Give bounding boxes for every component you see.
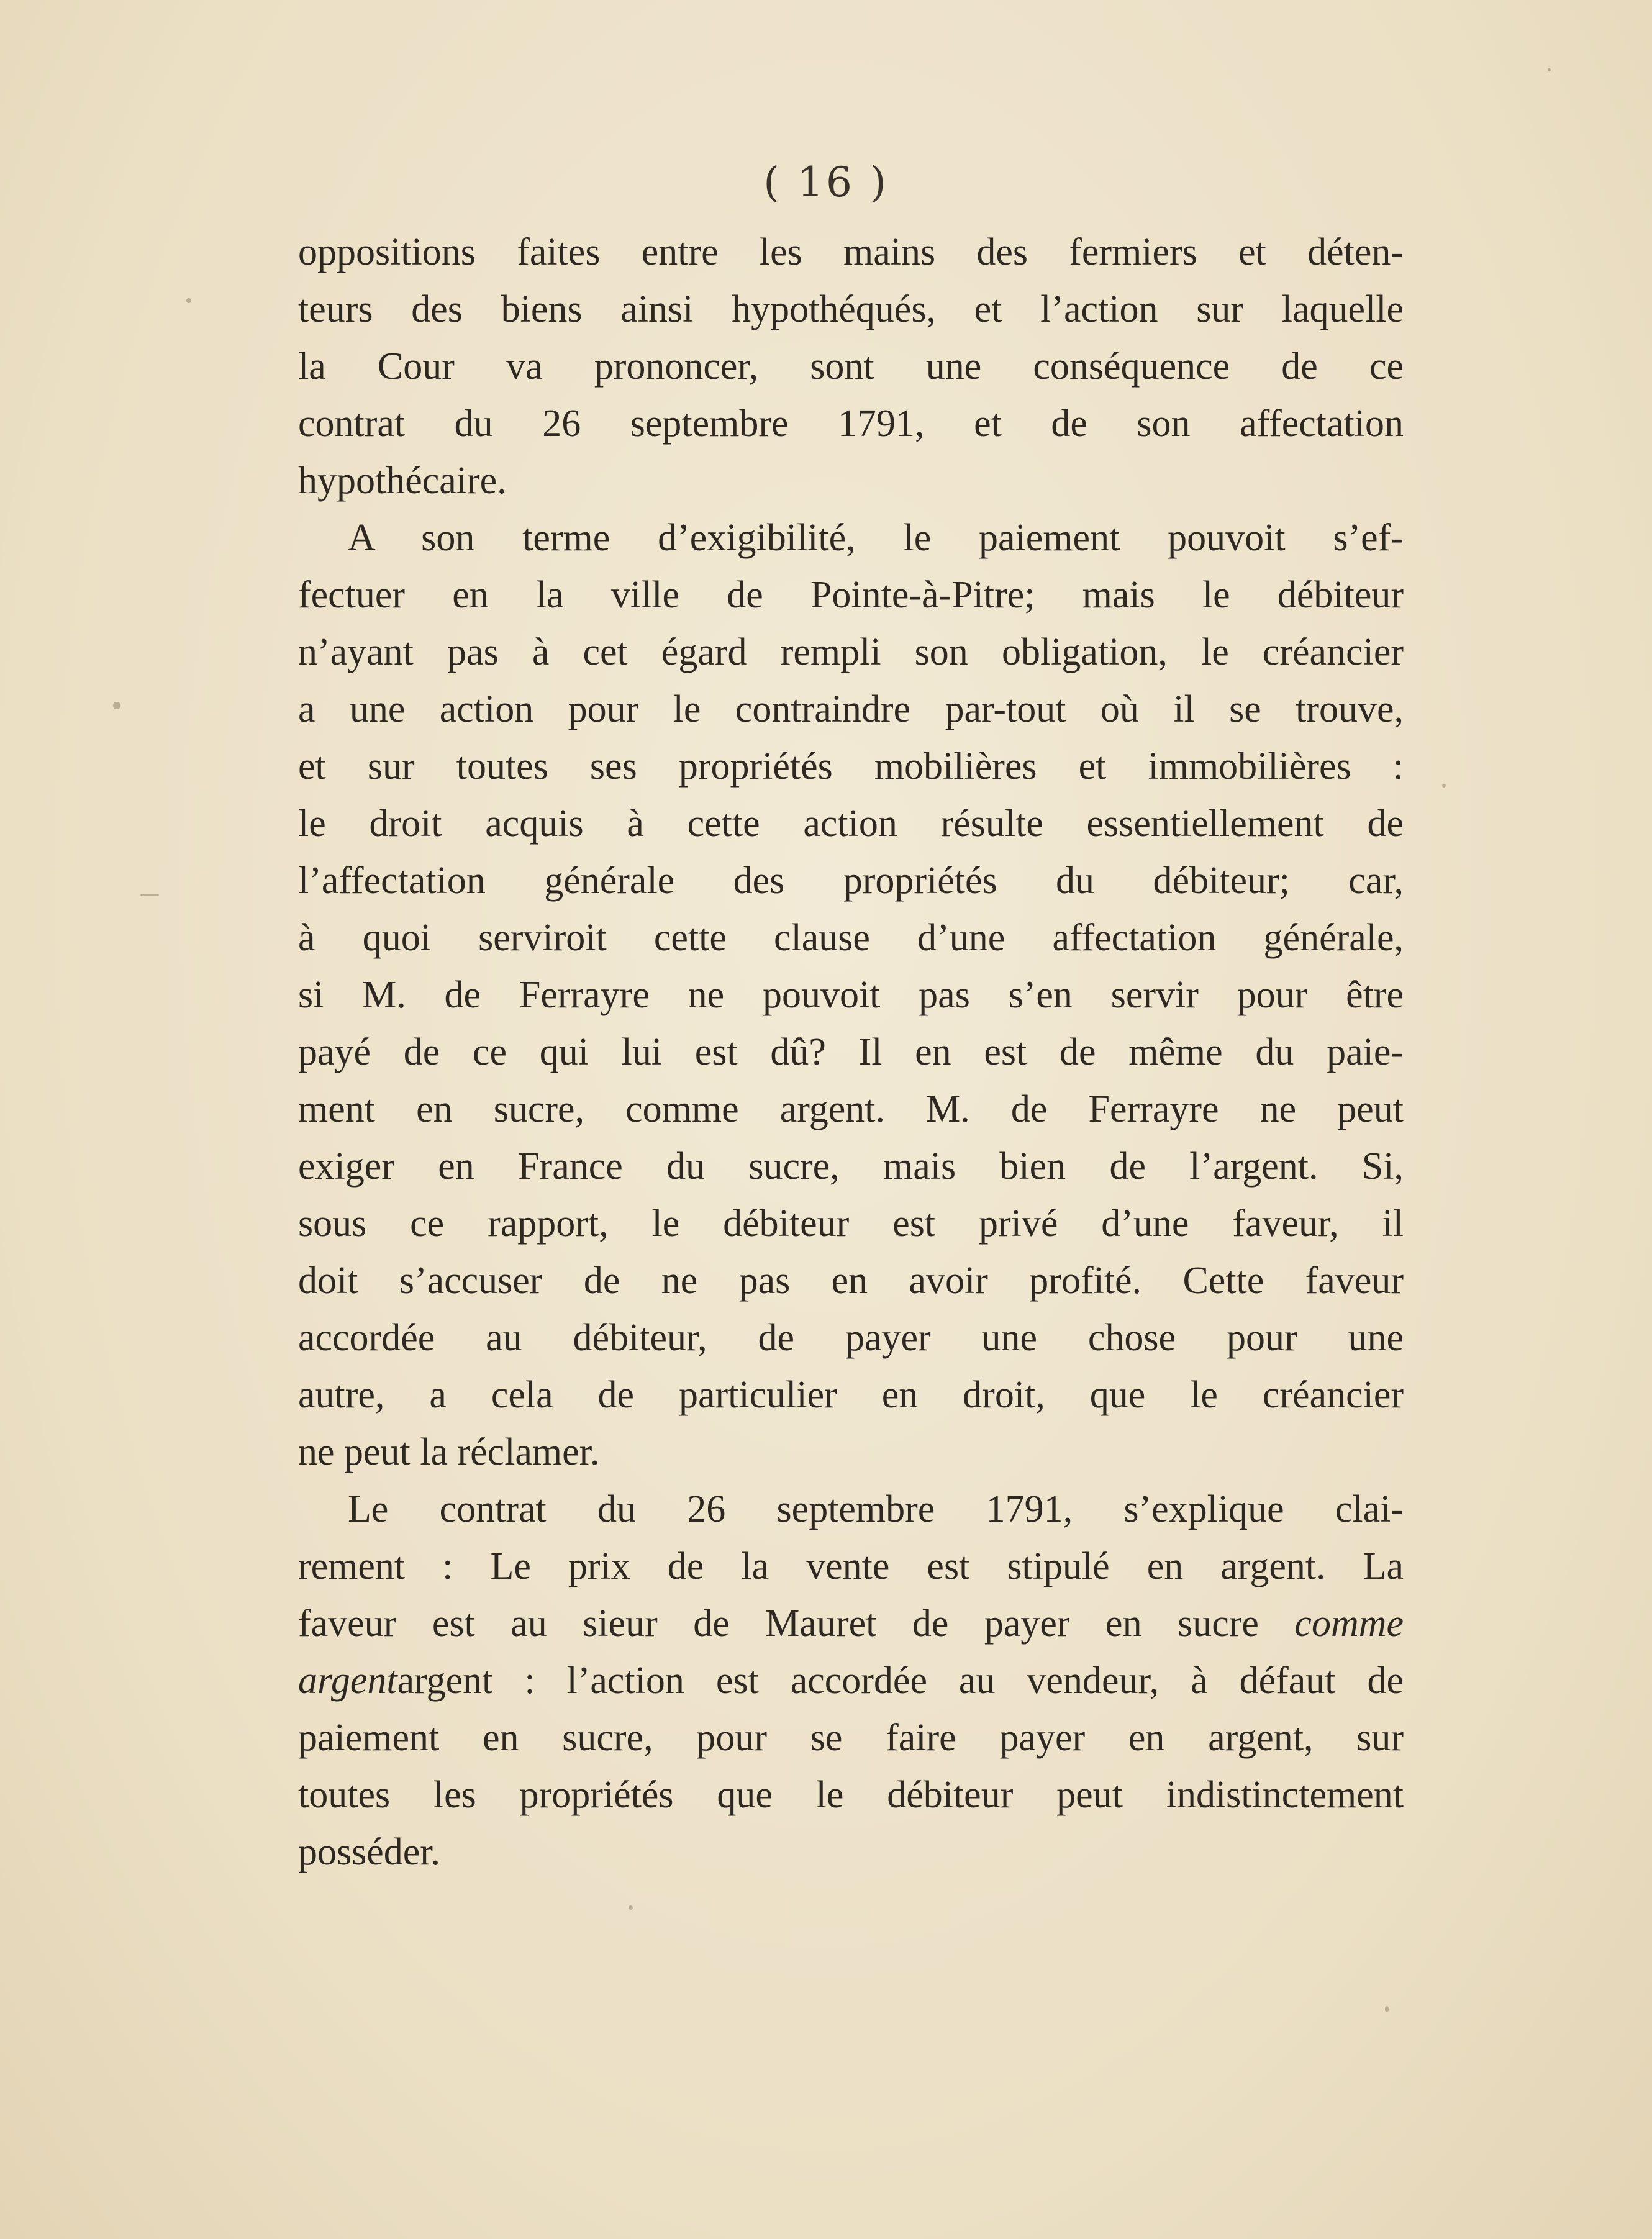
text-line: posséder. [298,1831,441,1873]
text-line: doit s’accuser de ne pas en avoir profité. Cette faveur [298,1260,1404,1302]
text-line: fectuer en la ville de Pointe-à-Pitre; mais le débiteur [298,574,1404,616]
text-line: hypothécaire. [298,460,507,502]
text-fragment: faveur est au sieur de Mauret de payer en sucre [298,1602,1259,1645]
text-line: exiger en France du sucre, mais bien de l’argent. Si, [298,1145,1404,1188]
text-line: paiement en sucre, pour se faire payer en argent, sur [298,1717,1404,1759]
text-line: teurs des biens ainsi hypothéqués, et l’action sur laquelle [298,288,1404,330]
text-line: a une action pour le contraindre par-tout où il se trouve, [298,688,1404,730]
text-line: et sur toutes ses propriétés mobilières et immobilières : [298,745,1404,788]
paper-speck [1548,68,1551,71]
text-fragment: argent : l’action est accordée au vendeur, à défaut de [397,1660,1404,1702]
text-line: le droit acquis à cette action résulte essentiellement de [298,802,1404,845]
text-line: Le contrat du 26 septembre 1791, s’explique clai- [348,1488,1404,1530]
text-line: n’ayant pas à cet égard rempli son obligation, le créancier [298,631,1404,673]
text-line: à quoi serviroit cette clause d’une affectation générale, [298,917,1404,959]
paper-speck [1385,2006,1389,2012]
italic-fragment: comme [1294,1602,1404,1645]
paper-speck [1442,784,1446,788]
paragraph-1 [298,224,1404,509]
text-line: sous ce rapport, le débiteur est privé d’une faveur, il [298,1202,1404,1245]
text-line [298,1595,1404,1652]
text-line: la Cour va prononcer, sont une conséquence de ce [298,345,1404,388]
text-line: ment en sucre, comme argent. M. de Ferrayre ne peut [298,1088,1404,1130]
body-text [298,224,1404,1881]
text-line: oppositions faites entre les mains des fermiers et déten- [298,231,1404,273]
text-line: toutes les propriétés que le débiteur peut indistinctement [298,1774,1404,1816]
text-line: A son terme d’exigibilité, le paiement pouvoit s’ef- [348,517,1404,559]
paper-speck [113,702,120,709]
paper-speck [629,1905,633,1910]
text-line: accordée au débiteur, de payer une chose pour une [298,1317,1404,1359]
text-line: ne peut la réclamer. [298,1431,600,1473]
page-number: ( 16 ) [763,158,889,206]
text-line: contrat du 26 septembre 1791, et de son affectation [298,402,1404,445]
paragraph-2 [298,509,1404,1481]
text-line: autre, a cela de particulier en droit, que le créancier [298,1374,1404,1416]
text-line: rement : Le prix de la vente est stipulé en argent. La [298,1545,1404,1587]
text-line: payé de ce qui lui est dû? Il en est de même du paie- [298,1031,1404,1073]
paper-speck [186,298,191,303]
italic-fragment: argent [298,1660,397,1702]
text-line [298,1652,1404,1709]
paragraph-3 [298,1481,1404,1881]
text-line: l’affectation générale des propriétés du débiteur; car, [298,860,1404,902]
paper-speck [140,894,159,896]
text-line: si M. de Ferrayre ne pouvoit pas s’en servir pour être [298,974,1404,1016]
